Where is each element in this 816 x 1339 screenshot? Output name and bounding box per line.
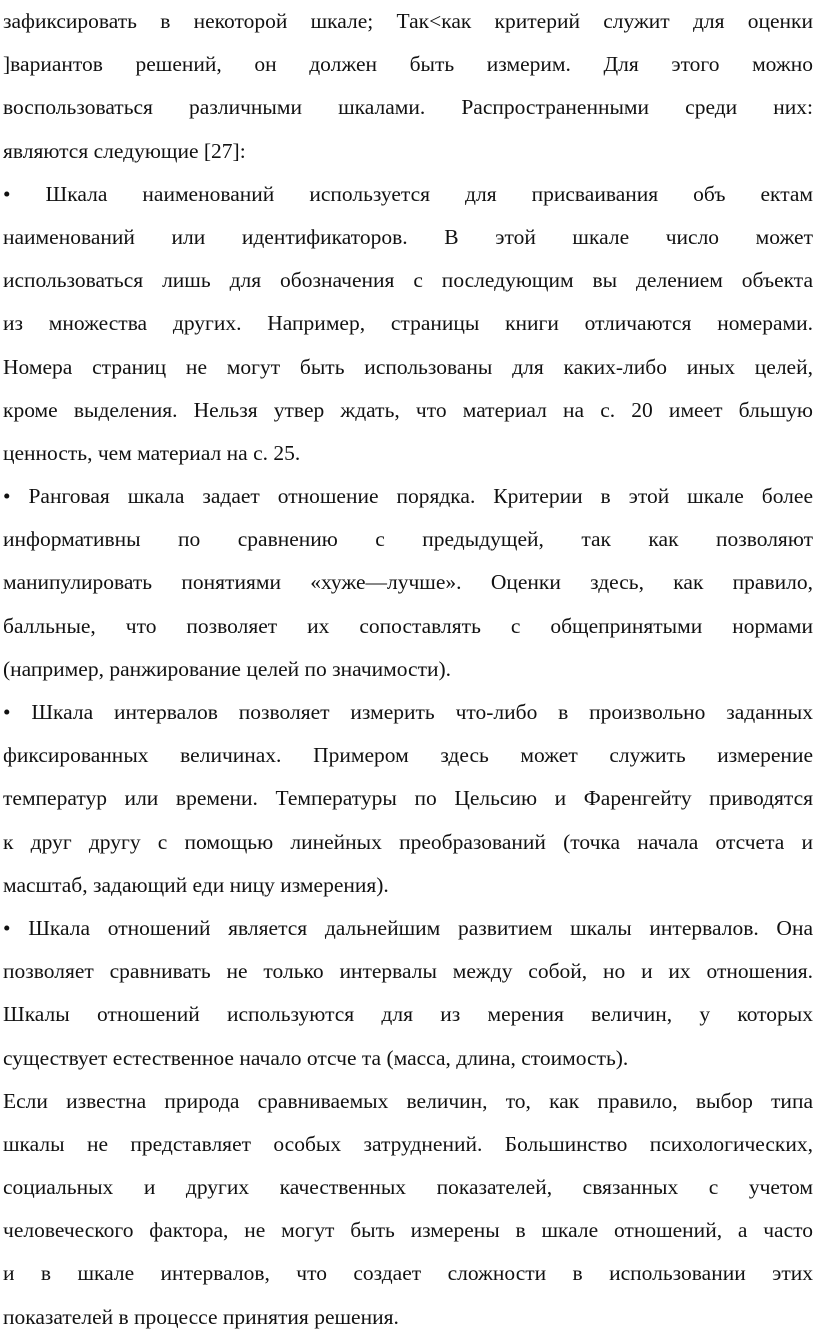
text-line: ценность, чем материал на с. 25.	[3, 440, 301, 465]
paragraph-nominal-scale	[3, 173, 813, 475]
text-line: фиксированных величинах. Примером здесь может служить измерение	[3, 743, 813, 768]
text-line: • Ранговая шкала задает отношение порядка. Критерии в этой шкале более	[3, 484, 813, 509]
text-line: наименований или идентификаторов. В этой шкале число может	[3, 224, 813, 249]
text-line: из множества других. Например, страницы книги отличаются номерами.	[3, 311, 813, 336]
text-line: существует естественное начало отсче та (масса, длина, стоимость).	[3, 1045, 629, 1070]
text-line: ]вариантов решений, он должен быть измерим. Для этого можно	[3, 52, 813, 77]
text-line: использоваться лишь для обозначения с последующим вы делением объекта	[3, 268, 813, 293]
text-line: • Шкала отношений является дальнейшим развитием шкалы интервалов. Она	[3, 915, 813, 940]
text-line: показателей в процессе принятия решения.	[3, 1304, 399, 1329]
text-line: Если известна природа сравниваемых величин, то, как правило, выбор типа	[3, 1088, 813, 1113]
text-line: • Шкала наименований используется для присваивания объ ектам	[3, 181, 813, 206]
paragraph-ratio-scale	[3, 907, 813, 1080]
text-line: являются следующие [27]:	[3, 138, 246, 163]
paragraph-conclusion	[3, 1080, 813, 1339]
text-line: манипулировать понятиями «хуже—лучше». Оценки здесь, как правило,	[3, 570, 813, 595]
text-line: и в шкале интервалов, что создает сложности в использовании этих	[3, 1261, 813, 1286]
text-line: масштаб, задающий еди ницу измерения).	[3, 872, 389, 897]
text-line: (например, ранжирование целей по значимости).	[3, 656, 452, 681]
text-line: Номера страниц не могут быть использованы для каких-либо иных целей,	[3, 354, 813, 379]
text-line: температур или времени. Температуры по Цельсию и Фаренгейту приводятся	[3, 786, 813, 811]
text-line: социальных и других качественных показателей, связанных с учетом	[3, 1175, 813, 1200]
text-line: кроме выделения. Нельзя утвер ждать, что материал на с. 20 имеет бльшую	[3, 397, 813, 422]
text-line: Шкалы отношений используются для из мерения величин, у которых	[3, 1002, 813, 1027]
text-line: человеческого фактора, не могут быть измерены в шкале отношений, а часто	[3, 1218, 813, 1243]
paragraph-interval-scale	[3, 691, 813, 907]
text-line: информативны по сравнению с предыдущей, так как позволяют	[3, 527, 813, 552]
text-line: • Шкала интервалов позволяет измерить что-либо в произвольно заданных	[3, 700, 813, 724]
text-line: шкалы не представляет особых затруднений. Большинство психологических,	[3, 1131, 813, 1156]
paragraph-ordinal-scale	[3, 475, 813, 691]
paragraph-intro	[3, 0, 813, 173]
text-line: воспользоваться различными шкалами. Распространенными среди них:	[3, 95, 813, 120]
text-line: балльные, что позволяет их сопоставлять с общепринятыми нормами	[3, 613, 813, 638]
text-line: зафиксировать в некоторой шкале; Так<как критерий служит для оценки	[3, 9, 813, 33]
text-line: к друг другу с помощью линейных преобразований (точка начала отсчета и	[3, 829, 813, 854]
text-line: позволяет сравнивать не только интервалы между собой, но и их отношения.	[3, 959, 813, 984]
